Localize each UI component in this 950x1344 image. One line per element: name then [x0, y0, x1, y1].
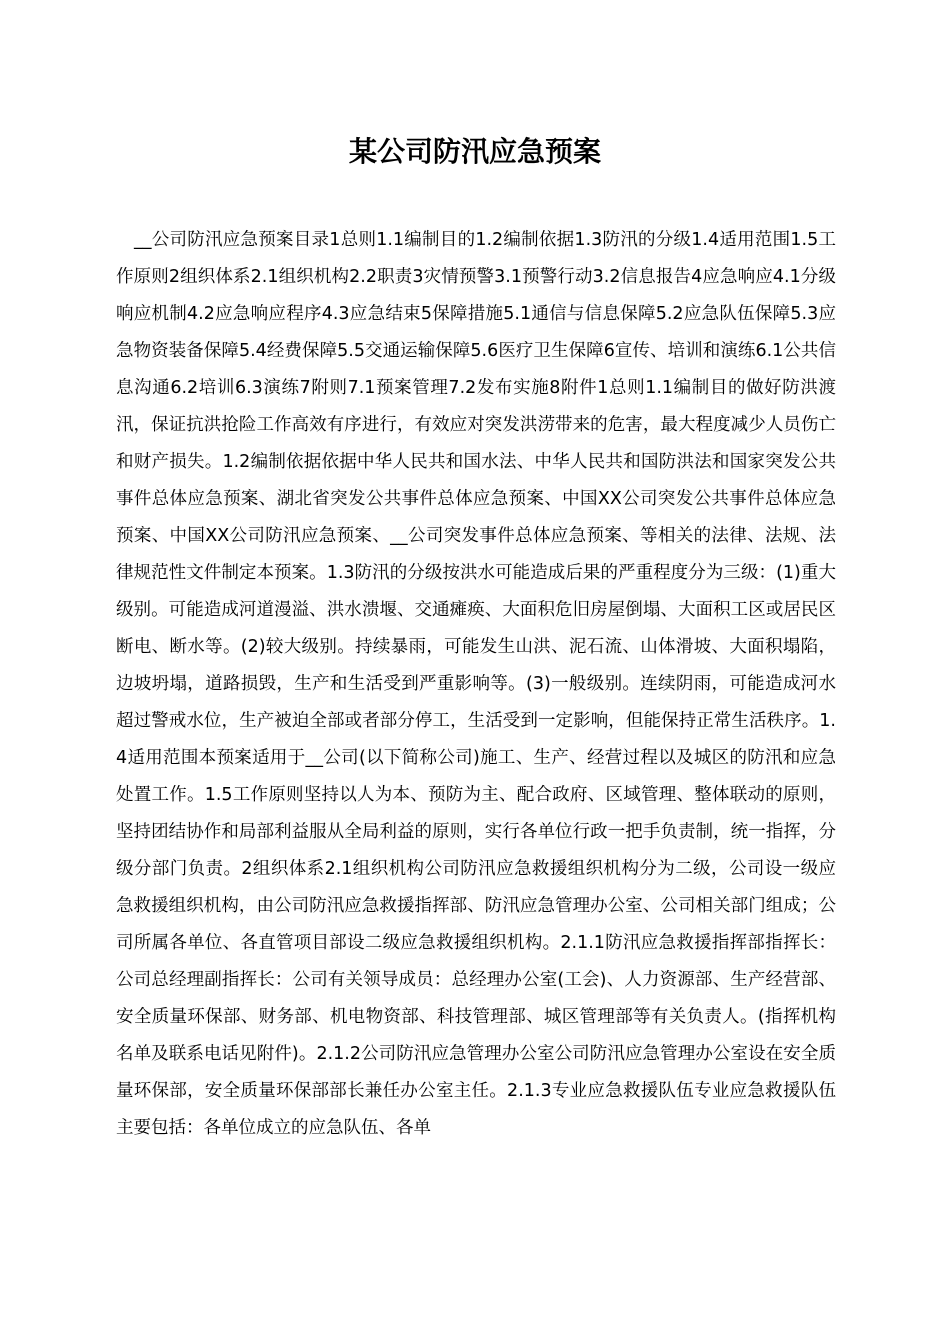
- document-body: __公司防汛应急预案目录1总则1.1编制目的1.2编制依据1.3防汛的分级1.4适用范围1.5工作原则2组织体系2.1组织机构2.2职责3灾情预警3.1预警行动3.2信息报告4应急响应4.1分级响应机制4.2应急响应程序4.3应急结束5保障措施5.1通信与信息保障5.2应急队伍保障5.3应急物资装备保障5.4经费保障5.5交通运输保障5.6医疗卫生保障6宣传、培训和演练6.1公共信息沟通6.2培训6.3演练7附则7.1预案管理7.2发布实施8附件1总则1.1编制目的做好防洪渡汛，保证抗洪抢险工作高效有序进行，有效应对突发洪涝带来的危害，最大程度减少人员伤亡和财产损失。1.2编制依据依据中华人民共和国水法、中华人民共和国防洪法和国家突发公共事件总体应急预案、湖北省突发公共事件总体应急预案、中国XX公司突发公共事件总体应急预案、中国XX公司防汛应急预案、__公司突发事件总体应急预案、等相关的法律、法规、法律规范性文件制定本预案。1.3防汛的分级按洪水可能造成后果的严重程度分为三级：(1)重大级别。可能造成河道漫溢、洪水溃堰、交通瘫痪、大面积危旧房屋倒塌、大面积工区或居民区断电、断水等。(2)较大级别。持续暴雨，可能发生山洪、泥石流、山体滑坡、大面积塌陷，边坡坍塌，道路损毁，生产和生活受到严重影响等。(3)一般级别。连续阴雨，可能造成河水超过警戒水位，生产被迫全部或者部分停工，生活受到一定影响，但能保持正常生活秩序。1.4适用范围本预案适用于__公司(以下简称公司)施工、生产、经营过程以及城区的防汛和应急处置工作。1.5工作原则坚持以人为本、预防为主、配合政府、区域管理、整体联动的原则，坚持团结协作和局部利益服从全局利益的原则，实行各单位行政一把手负责制，统一指挥，分级分部门负责。2组织体系2.1组织机构公司防汛应急救援组织机构分为二级，公司设一级应急救援组织机构，由公司防汛应急救援指挥部、防汛应急管理办公室、公司相关部门组成；公司所属各单位、各直管项目部设二级应急救援组织机构。2.1.1防汛应急救援指挥部指挥长：公司总经理副指挥长：公司有关领导成员：总经理办公室(工会)、人力资源部、生产经营部、安全质量环保部、财务部、机电物资部、科技管理部、城区管理部等有关负责人。(指挥机构名单及联系电话见附件)。2.1.2公司防汛应急管理办公室公司防汛应急管理办公室设在安全质量环保部，安全质量环保部部长兼任办公室主任。2.1.3专业应急救援队伍专业应急救援队伍主要包括：各单位成立的应急队伍、各单: [116, 230, 836, 1138]
- document-title: 某公司防汛应急预案: [348, 135, 601, 168]
